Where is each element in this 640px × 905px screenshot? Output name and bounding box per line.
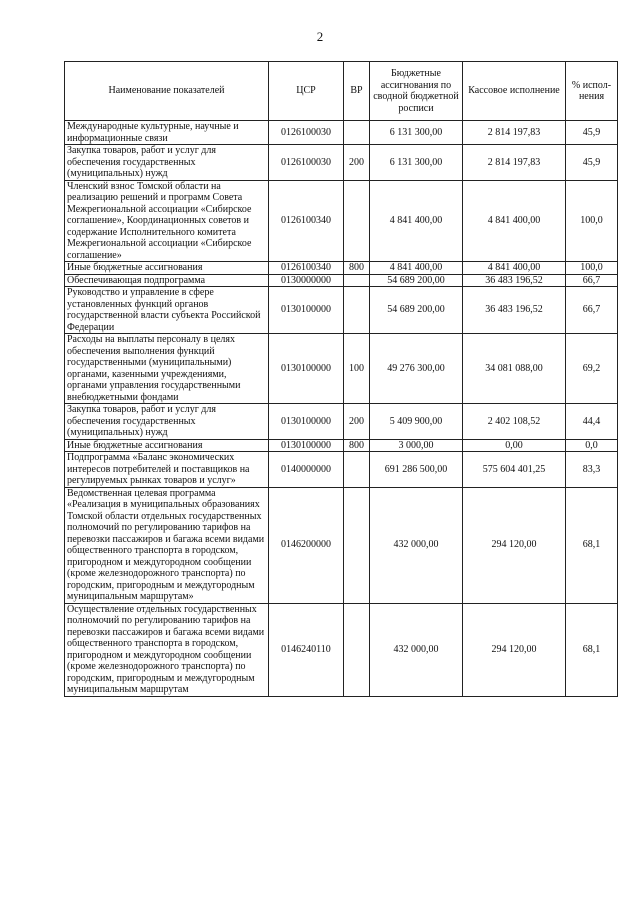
header-name: Наименование показателей (65, 62, 269, 121)
row-pct: 45,9 (566, 121, 618, 145)
row-name: Осуществление отдельных государственных полномочий по регулированию тарифов на перевозки пассажиров и багажа всеми видами общественного транспорта в городском, пригородном и междугородном сообщении (кроме железнодорожного транспорта) по городским, пригородным и междугородным муниципальным маршрутам (65, 603, 269, 696)
row-budget: 3 000,00 (370, 439, 463, 452)
row-name: Международные культурные, научные и информационные связи (65, 121, 269, 145)
table-row (65, 439, 618, 452)
row-pct: 66,7 (566, 287, 618, 334)
row-csr: 0130100000 (269, 287, 344, 334)
row-vr (344, 121, 370, 145)
row-csr: 0130100000 (269, 404, 344, 440)
row-name: Иные бюджетные ассигнования (65, 262, 269, 275)
table-header-row (65, 62, 618, 121)
row-budget: 54 689 200,00 (370, 287, 463, 334)
row-pct: 68,1 (566, 603, 618, 696)
row-pct: 68,1 (566, 487, 618, 603)
row-vr (344, 287, 370, 334)
row-vr (344, 180, 370, 262)
row-cash: 4 841 400,00 (463, 180, 566, 262)
table-row (65, 262, 618, 275)
row-cash: 36 483 196,52 (463, 274, 566, 287)
row-budget: 4 841 400,00 (370, 180, 463, 262)
row-pct: 66,7 (566, 274, 618, 287)
row-name: Руководство и управление в сфере установленных функций органов государственной власти субъекта Российской Федерации (65, 287, 269, 334)
row-csr: 0146240110 (269, 603, 344, 696)
row-cash: 2 814 197,83 (463, 121, 566, 145)
header-csr: ЦСР (269, 62, 344, 121)
table-row (65, 404, 618, 440)
row-vr: 200 (344, 145, 370, 181)
table-row (65, 452, 618, 488)
table-row (65, 287, 618, 334)
row-csr: 0140000000 (269, 452, 344, 488)
row-vr (344, 452, 370, 488)
row-vr: 100 (344, 334, 370, 404)
row-vr: 200 (344, 404, 370, 440)
row-pct: 45,9 (566, 145, 618, 181)
row-pct: 44,4 (566, 404, 618, 440)
row-cash: 2 402 108,52 (463, 404, 566, 440)
table-row (65, 180, 618, 262)
row-vr: 800 (344, 262, 370, 275)
row-vr (344, 274, 370, 287)
row-budget: 691 286 500,00 (370, 452, 463, 488)
row-csr: 0126100340 (269, 180, 344, 262)
page-number: 2 (316, 29, 324, 44)
table-row (65, 145, 618, 181)
row-vr (344, 487, 370, 603)
row-cash: 34 081 088,00 (463, 334, 566, 404)
header-cash: Кассовое исполнение (463, 62, 566, 121)
row-budget: 4 841 400,00 (370, 262, 463, 275)
row-pct: 69,2 (566, 334, 618, 404)
row-pct: 100,0 (566, 262, 618, 275)
row-name: Закупка товаров, работ и услуг для обеспечения государственных (муниципальных) нужд (65, 404, 269, 440)
header-vr: ВР (344, 62, 370, 121)
row-cash: 4 841 400,00 (463, 262, 566, 275)
row-budget: 5 409 900,00 (370, 404, 463, 440)
header-pct: % испол-нения (566, 62, 618, 121)
row-csr: 0130100000 (269, 334, 344, 404)
table-row (65, 274, 618, 287)
row-csr: 0126100030 (269, 145, 344, 181)
row-name: Иные бюджетные ассигнования (65, 439, 269, 452)
budget-execution-table (64, 61, 618, 697)
row-csr: 0146200000 (269, 487, 344, 603)
header-budget: Бюджетные ассигнования по сводной бюджетной росписи (370, 62, 463, 121)
table-row (65, 334, 618, 404)
table-row (65, 603, 618, 696)
row-pct: 0,0 (566, 439, 618, 452)
row-cash: 2 814 197,83 (463, 145, 566, 181)
row-name: Расходы на выплаты персоналу в целях обеспечения выполнения функций государственными (муниципальными) органами, казенными учреждениями, органами управления государственными внебюджетными фондами (65, 334, 269, 404)
row-csr: 0130000000 (269, 274, 344, 287)
row-budget: 54 689 200,00 (370, 274, 463, 287)
row-vr: 800 (344, 439, 370, 452)
row-csr: 0126100030 (269, 121, 344, 145)
row-name: Обеспечивающая подпрограмма (65, 274, 269, 287)
row-budget: 432 000,00 (370, 603, 463, 696)
row-budget: 6 131 300,00 (370, 145, 463, 181)
row-csr: 0126100340 (269, 262, 344, 275)
row-cash: 0,00 (463, 439, 566, 452)
table-row (65, 487, 618, 603)
row-name: Закупка товаров, работ и услуг для обеспечения государственных (муниципальных) нужд (65, 145, 269, 181)
row-cash: 294 120,00 (463, 487, 566, 603)
row-vr (344, 603, 370, 696)
row-pct: 100,0 (566, 180, 618, 262)
row-cash: 575 604 401,25 (463, 452, 566, 488)
table-row (65, 121, 618, 145)
row-budget: 432 000,00 (370, 487, 463, 603)
row-cash: 294 120,00 (463, 603, 566, 696)
row-name: Членский взнос Томской области на реализацию решений и программ Совета Межрегиональной ассоциации «Сибирское соглашение», Координационных советов и содержание Исполнительного комитета Межрегиональной ассоциации «Сибирское соглашение» (65, 180, 269, 262)
row-cash: 36 483 196,52 (463, 287, 566, 334)
row-budget: 6 131 300,00 (370, 121, 463, 145)
row-csr: 0130100000 (269, 439, 344, 452)
row-name: Ведомственная целевая программа «Реализация в муниципальных образованиях Томской области отдельных государственных полномочий по регулированию тарифов на перевозки пассажиров и багажа всеми видами общественного транспорта в городском, пригородном и междугородном сообщении (кроме железнодорожного транспорта) по городским, пригородным и междугородным муниципальным маршрутам» (65, 487, 269, 603)
row-pct: 83,3 (566, 452, 618, 488)
row-budget: 49 276 300,00 (370, 334, 463, 404)
row-name: Подпрограмма «Баланс экономических интересов потребителей и поставщиков на регулируемых рынках товаров и услуг» (65, 452, 269, 488)
